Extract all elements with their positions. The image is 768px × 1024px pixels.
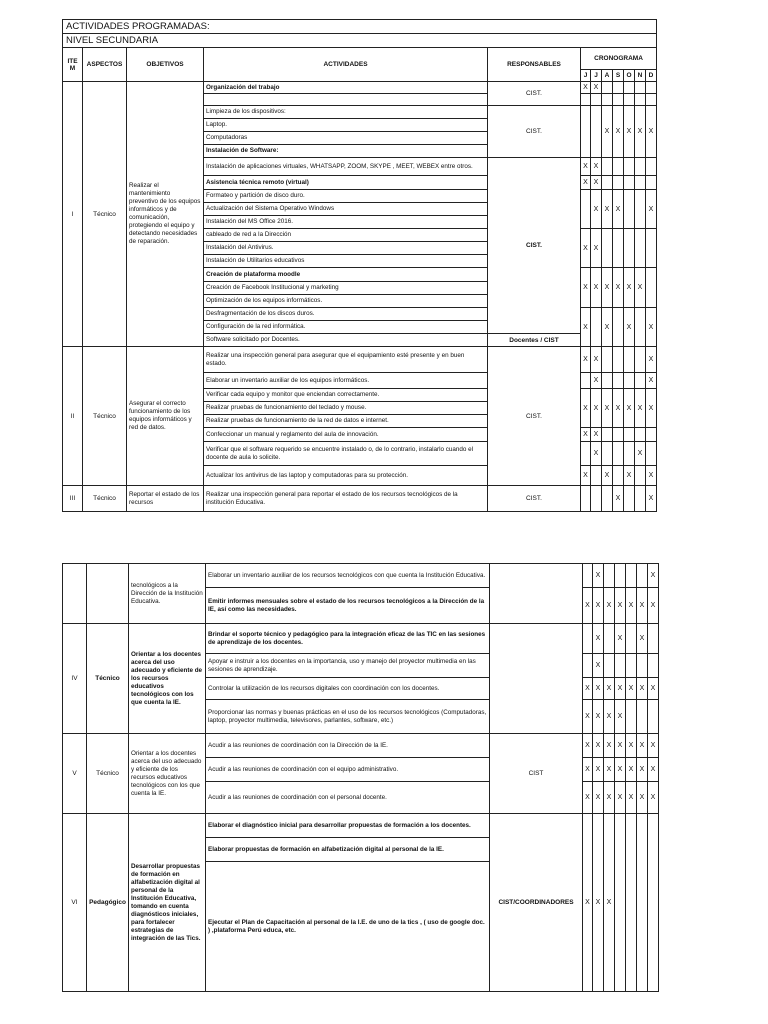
activity-row: [63, 734, 659, 758]
responsible-cell: [490, 624, 583, 734]
month-mark: [602, 94, 613, 106]
month-mark: X: [646, 308, 657, 347]
month-mark: [637, 700, 648, 734]
month-mark: X: [648, 564, 659, 588]
month-mark: [624, 94, 635, 106]
month-mark: [646, 82, 657, 94]
month-mark: X: [624, 389, 635, 428]
month-mark: X: [646, 106, 657, 158]
month-mark: [604, 564, 615, 588]
activity-cell: Acudir a las reuniones de coordinación con el equipo administrativo.: [206, 758, 490, 782]
month-mark: [583, 654, 593, 678]
activity-cell: Laptop.: [204, 119, 488, 132]
month-mark: [613, 158, 624, 176]
activity-cell: Optimización de los equipos informáticos.: [204, 295, 488, 308]
month-mark: [637, 654, 648, 678]
month-mark: X: [604, 588, 615, 624]
month-mark: X: [591, 229, 602, 268]
month-mark: [615, 814, 626, 992]
month-mark: X: [624, 466, 635, 486]
month-mark: X: [593, 700, 604, 734]
activity-row: [63, 347, 657, 373]
month-mark: X: [591, 82, 602, 94]
month-mark: [602, 373, 613, 389]
month-header: D: [646, 70, 657, 82]
activity-cell: Desfragmentación de los discos duros.: [204, 308, 488, 321]
activity-cell: Elaborar el diagnóstico inicial para desarrollar propuestas de formación a los docentes.: [206, 814, 490, 838]
aspect-cell: [87, 564, 129, 624]
objective-cell: tecnológicos a la Dirección de la Institución Educativa.: [129, 564, 206, 624]
item-number: III: [63, 486, 83, 512]
month-header: S: [613, 70, 624, 82]
month-mark: X: [583, 814, 593, 992]
month-mark: X: [637, 588, 648, 624]
section-II: [63, 347, 657, 486]
month-mark: [646, 158, 657, 176]
month-mark: X: [648, 758, 659, 782]
month-mark: [646, 176, 657, 190]
month-mark: X: [583, 700, 593, 734]
month-mark: X: [583, 678, 593, 700]
month-mark: [613, 442, 624, 466]
activity-cell: Computadoras: [204, 132, 488, 145]
month-mark: X: [583, 734, 593, 758]
activity-cell: Limpieza de los dispositivos:: [204, 106, 488, 119]
month-mark: [613, 176, 624, 190]
doc-level: NIVEL SECUNDARIA: [63, 34, 657, 48]
activity-cell: Confeccionar un manual y reglamento del aula de innovación.: [204, 428, 488, 442]
month-mark: [581, 94, 591, 106]
month-mark: X: [602, 308, 613, 347]
month-mark: [635, 82, 646, 94]
month-mark: X: [581, 428, 591, 442]
activity-cell: Emitir informes mensuales sobre el estado de los recursos tecnológicos a la Dirección de la IE, así como las necesidades.: [206, 588, 490, 624]
month-mark: X: [613, 106, 624, 158]
month-mark: [602, 442, 613, 466]
month-mark: X: [581, 389, 591, 428]
month-mark: [635, 94, 646, 106]
month-mark: [635, 158, 646, 176]
month-mark: [613, 373, 624, 389]
activity-cell: Elaborar propuestas de formación en alfabetización digital al personal de la IE.: [206, 838, 490, 862]
header-responsables: RESPONSABLES: [488, 48, 581, 82]
month-mark: X: [593, 624, 604, 654]
month-mark: X: [581, 176, 591, 190]
month-mark: [648, 700, 659, 734]
objective-cell: Orientar a los docentes acerca del uso adecuado y eficiente de los recursos educativos tecnológicos con los que cuenta la IE.: [129, 734, 206, 814]
activity-cell: Elaborar un inventario auxiliar de los recursos tecnológicos con que cuenta la Institución Educativa.: [206, 564, 490, 588]
month-mark: X: [591, 347, 602, 373]
month-mark: X: [583, 782, 593, 814]
month-mark: X: [648, 734, 659, 758]
month-mark: [591, 308, 602, 347]
activity-cell: [204, 94, 488, 106]
month-mark: [602, 82, 613, 94]
month-mark: [648, 654, 659, 678]
month-mark: X: [613, 486, 624, 512]
month-mark: X: [604, 700, 615, 734]
month-mark: [635, 428, 646, 442]
month-mark: X: [591, 268, 602, 308]
month-mark: X: [648, 588, 659, 624]
month-mark: X: [613, 190, 624, 229]
activity-row: [63, 564, 659, 588]
activity-cell: Realizar pruebas de funcionamiento del teclado y mouse.: [204, 402, 488, 415]
responsible-cell: Docentes / CIST: [488, 334, 581, 347]
month-mark: [591, 466, 602, 486]
month-mark: X: [593, 758, 604, 782]
month-mark: [581, 486, 591, 512]
section-I: [63, 82, 657, 347]
month-mark: X: [648, 782, 659, 814]
month-mark: [613, 466, 624, 486]
responsible-cell: CIST: [490, 734, 583, 814]
activity-cell: Realizar una inspección general para reportar el estado de los recursos tecnológicos de la institución Educativa.: [204, 486, 488, 512]
item-number: I: [63, 82, 83, 347]
item-number: II: [63, 347, 83, 486]
month-mark: [624, 190, 635, 229]
month-mark: [613, 347, 624, 373]
activities-table-page2: [62, 563, 659, 992]
month-mark: [583, 624, 593, 654]
month-mark: [613, 428, 624, 442]
month-mark: X: [593, 782, 604, 814]
activity-row: [63, 624, 659, 654]
header-cronograma: CRONOGRAMA: [581, 48, 657, 70]
header-actividades: ACTIVIDADES: [204, 48, 488, 82]
header-objetivos: OBJETIVOS: [127, 48, 204, 82]
month-mark: [635, 308, 646, 347]
month-mark: [646, 94, 657, 106]
section-III: [63, 486, 657, 512]
activity-row: [63, 486, 657, 512]
month-mark: X: [591, 190, 602, 229]
month-mark: [602, 176, 613, 190]
responsible-cell: CIST.: [488, 106, 581, 158]
month-mark: X: [581, 347, 591, 373]
activity-cell: Instalación del MS Office 2016.: [204, 216, 488, 229]
month-mark: [624, 176, 635, 190]
month-header: J: [591, 70, 602, 82]
activity-cell: Configuración de la red informática.: [204, 321, 488, 334]
aspect-cell: Técnico: [83, 347, 127, 486]
responsible-cell: CIST.: [488, 158, 581, 334]
month-mark: X: [646, 389, 657, 428]
month-mark: X: [602, 268, 613, 308]
objective-cell: Orientar a los docentes acerca del uso adecuado y eficiente de los recursos educativos tecnológicos con los que cuenta la IE.: [129, 624, 206, 734]
responsible-cell: CIST.: [488, 347, 581, 486]
objective-cell: Asegurar el correcto funcionamiento de los equipos informáticos y red de datos.: [127, 347, 204, 486]
month-mark: X: [591, 176, 602, 190]
month-mark: X: [646, 373, 657, 389]
activity-row: [63, 814, 659, 838]
header-item: ITE M: [63, 48, 83, 82]
activity-cell: Realizar una inspección general para asegurar que el equipamiento esté presente y en buen estado.: [204, 347, 488, 373]
month-mark: X: [602, 389, 613, 428]
month-mark: [626, 814, 637, 992]
month-mark: X: [637, 678, 648, 700]
activity-cell: Proporcionar las normas y buenas prácticas en el uso de los recursos tecnológicos (Computadoras, laptop, proyector multimedia, televisores, parlantes, software, etc.): [206, 700, 490, 734]
month-mark: X: [581, 229, 591, 268]
month-mark: [591, 486, 602, 512]
activity-cell: Ejecutar el Plan de Capacitación al personal de la I.E. de uno de la tics , ( uso de google doc. ) ,plataforma Perú educa, etc.: [206, 862, 490, 992]
header-aspectos: ASPECTOS: [83, 48, 127, 82]
activity-cell: cableado de red a la Dirección: [204, 229, 488, 242]
month-mark: [637, 814, 648, 992]
month-mark: X: [604, 734, 615, 758]
activity-cell: Instalación del Antivirus.: [204, 242, 488, 255]
month-mark: X: [637, 782, 648, 814]
month-mark: [624, 428, 635, 442]
aspect-cell: Técnico: [83, 82, 127, 347]
item-number: IV: [63, 624, 87, 734]
month-mark: X: [646, 190, 657, 229]
activity-cell: Apoyar e instruir a los docentes en la importancia, uso y manejo del proyector multimedia en las sesiones de aprendizaje.: [206, 654, 490, 678]
month-mark: [604, 654, 615, 678]
month-header: N: [635, 70, 646, 82]
month-mark: [602, 428, 613, 442]
month-mark: X: [635, 268, 646, 308]
month-mark: X: [583, 588, 593, 624]
month-mark: [635, 486, 646, 512]
month-mark: X: [602, 190, 613, 229]
month-mark: X: [615, 758, 626, 782]
month-mark: X: [591, 373, 602, 389]
activity-row: [63, 82, 657, 94]
month-mark: [624, 82, 635, 94]
month-mark: X: [581, 466, 591, 486]
month-mark: X: [624, 268, 635, 308]
month-mark: X: [615, 678, 626, 700]
month-mark: [635, 190, 646, 229]
month-mark: [604, 624, 615, 654]
month-mark: X: [593, 678, 604, 700]
aspect-cell: Pedagógico: [87, 814, 129, 992]
month-mark: [624, 347, 635, 373]
month-mark: [646, 229, 657, 268]
month-mark: X: [615, 782, 626, 814]
section-continuation: [63, 564, 659, 624]
month-mark: [648, 624, 659, 654]
month-mark: X: [648, 678, 659, 700]
month-mark: X: [626, 758, 637, 782]
month-mark: X: [591, 428, 602, 442]
month-mark: X: [635, 442, 646, 466]
month-mark: X: [591, 442, 602, 466]
month-mark: [624, 486, 635, 512]
month-mark: [624, 373, 635, 389]
month-mark: [648, 814, 659, 992]
month-mark: X: [593, 564, 604, 588]
responsible-cell: [490, 564, 583, 624]
activity-cell: Software solicitado por Docentes.: [204, 334, 488, 347]
month-mark: X: [593, 814, 604, 992]
activity-cell: Instalación de Software:: [204, 145, 488, 158]
activity-cell: Elaborar un inventario auxiliar de los equipos informáticos.: [204, 373, 488, 389]
month-mark: [583, 564, 593, 588]
month-mark: X: [581, 268, 591, 308]
month-mark: [581, 106, 591, 158]
month-mark: [602, 158, 613, 176]
activity-cell: Brindar el soporte técnico y pedagógico para la integración eficaz de las TIC en las sesiones de aprendizaje de los docentes.: [206, 624, 490, 654]
month-mark: [613, 229, 624, 268]
month-mark: [646, 268, 657, 308]
month-mark: X: [626, 588, 637, 624]
month-mark: [602, 347, 613, 373]
month-mark: [624, 442, 635, 466]
month-mark: [591, 106, 602, 158]
month-header: A: [602, 70, 613, 82]
month-mark: [602, 486, 613, 512]
month-mark: X: [646, 466, 657, 486]
month-mark: [635, 347, 646, 373]
month-mark: [613, 94, 624, 106]
month-header: J: [581, 70, 591, 82]
activity-cell: Creación de plataforma moodle: [204, 268, 488, 282]
month-mark: X: [615, 734, 626, 758]
month-mark: X: [626, 678, 637, 700]
month-mark: X: [581, 158, 591, 176]
month-mark: [626, 564, 637, 588]
month-header: O: [624, 70, 635, 82]
month-mark: X: [604, 782, 615, 814]
section-IV: [63, 624, 659, 734]
month-mark: X: [635, 389, 646, 428]
activity-cell: Controlar la utilización de los recursos digitales con coordinación con los docentes.: [206, 678, 490, 700]
activity-cell: Acudir a las reuniones de coordinación con la Dirección de la IE.: [206, 734, 490, 758]
month-mark: X: [637, 624, 648, 654]
month-mark: X: [591, 158, 602, 176]
month-mark: [635, 373, 646, 389]
month-mark: X: [593, 588, 604, 624]
responsible-cell: CIST/COORDINADORES: [490, 814, 583, 992]
activity-cell: Organización del trabajo: [204, 82, 488, 94]
month-mark: X: [615, 588, 626, 624]
aspect-cell: Técnico: [83, 486, 127, 512]
objective-cell: Desarrollar propuestas de formación en alfabetización digital al personal de la Institución Educativa, tomando en cuenta diagnósticos iniciales, para fortalecer estrategias de integración de las Tics.: [129, 814, 206, 992]
responsible-cell: CIST.: [488, 486, 581, 512]
month-mark: [613, 82, 624, 94]
activity-cell: Realizar pruebas de funcionamiento de la red de datos e internet.: [204, 415, 488, 428]
objective-cell: Realizar el mantenimiento preventivo de los equipos informáticos y de comunicación, protegiendo el equipo y detectando necesidades de reparación.: [127, 82, 204, 347]
month-mark: X: [624, 308, 635, 347]
month-mark: [581, 373, 591, 389]
month-mark: X: [593, 654, 604, 678]
month-mark: [615, 654, 626, 678]
month-mark: X: [583, 758, 593, 782]
month-mark: X: [591, 389, 602, 428]
month-mark: [635, 229, 646, 268]
month-mark: [602, 229, 613, 268]
month-mark: X: [637, 758, 648, 782]
activity-cell: Verificar cada equipo y monitor que enciendan correctamente.: [204, 389, 488, 402]
month-mark: X: [581, 308, 591, 347]
doc-title: ACTIVIDADES PROGRAMADAS:: [63, 20, 657, 34]
month-mark: [626, 654, 637, 678]
month-mark: [646, 442, 657, 466]
month-mark: X: [613, 389, 624, 428]
activity-cell: Actualizar los antivirus de las laptop y computadoras para su protección.: [204, 466, 488, 486]
month-mark: X: [626, 734, 637, 758]
month-mark: X: [637, 734, 648, 758]
month-mark: X: [635, 106, 646, 158]
activity-cell: Creación de Facebook Institucional y marketing: [204, 282, 488, 295]
month-mark: X: [615, 624, 626, 654]
responsible-cell: CIST.: [488, 82, 581, 106]
month-mark: [624, 158, 635, 176]
section-V: [63, 734, 659, 814]
activity-cell: Verificar que el software requerido se encuentre instalado o, de lo contrario, instalarlo cuando el docente de aula lo solicite.: [204, 442, 488, 466]
month-mark: [637, 564, 648, 588]
month-mark: X: [646, 486, 657, 512]
section-VI: [63, 814, 659, 992]
month-mark: [626, 700, 637, 734]
month-mark: [581, 190, 591, 229]
month-mark: X: [615, 700, 626, 734]
month-mark: X: [604, 678, 615, 700]
activity-cell: Formateo y partición de disco duro.: [204, 190, 488, 203]
month-mark: [615, 564, 626, 588]
activities-table-page1: [62, 19, 657, 512]
activity-cell: Instalación de Utilitarios educativos: [204, 255, 488, 268]
month-mark: X: [646, 347, 657, 373]
month-mark: [626, 624, 637, 654]
month-mark: [635, 176, 646, 190]
month-mark: [613, 308, 624, 347]
month-mark: [646, 428, 657, 442]
objective-cell: Reportar el estado de los recursos: [127, 486, 204, 512]
month-mark: X: [602, 106, 613, 158]
month-mark: [581, 442, 591, 466]
month-mark: [624, 229, 635, 268]
item-number: [63, 564, 87, 624]
month-mark: X: [604, 758, 615, 782]
month-mark: X: [604, 814, 615, 992]
month-mark: X: [602, 466, 613, 486]
activity-cell: Acudir a las reuniones de coordinación con el personal docente.: [206, 782, 490, 814]
item-number: VI: [63, 814, 87, 992]
month-mark: [591, 94, 602, 106]
aspect-cell: Técnico: [87, 734, 129, 814]
month-mark: X: [626, 782, 637, 814]
aspect-cell: Técnico: [87, 624, 129, 734]
month-mark: X: [581, 82, 591, 94]
activity-cell: Actualización del Sistema Operativo Windows: [204, 203, 488, 216]
activity-cell: Instalación de aplicaciones virtuales, WHATSAPP, ZOOM, SKYPE , MEET, WEBEX entre otros.: [204, 158, 488, 176]
month-mark: X: [593, 734, 604, 758]
month-mark: X: [624, 106, 635, 158]
month-mark: [635, 466, 646, 486]
month-mark: X: [613, 268, 624, 308]
item-number: V: [63, 734, 87, 814]
activity-cell: Asistencia técnica remoto (virtual): [204, 176, 488, 190]
